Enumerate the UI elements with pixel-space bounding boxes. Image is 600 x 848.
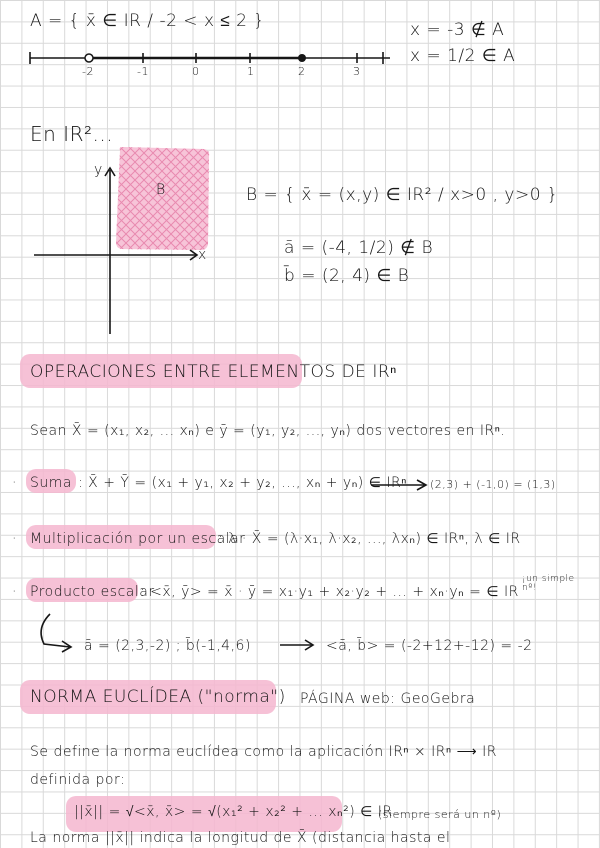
web-note: PÁGINA web: GeoGebra: [300, 691, 476, 707]
closed-endpoint: [298, 54, 306, 62]
region-b-label: B: [156, 182, 166, 198]
axis-x-label: x: [198, 247, 207, 263]
tick-label: 3: [353, 65, 361, 78]
operations-intro: Sean X̄ = (x₁, x₂, ... xₙ) e ȳ = (y₁, y₂, ..., yₙ) dos vectores en IRⁿ.: [30, 423, 506, 439]
example-vectors: ā = (2,3,-2) ; b̄(-1,4,6): [84, 638, 251, 654]
check-minus-3: x = -3 ∉ A: [410, 20, 505, 40]
suma-example: (2,3) + (-1,0) = (1,3): [430, 478, 556, 491]
mult-formula: : λ · X̄ = (λ·x₁, λ·x₂, ..., λxₙ) ∈ IRⁿ, λ ∈ IR: [218, 531, 521, 547]
set-b-definition: B = { x̄ = (x,y) ∈ IR² / x>0 , y>0 }: [246, 185, 559, 205]
example-result: <ā, b̄> = (-2+12+-12) = -2: [326, 638, 533, 654]
norma-defined-by: definida por:: [30, 772, 126, 788]
suma-formula: : X̄ + Ȳ = (x₁ + y₁, x₂ + y₂, ..., xₙ + yₙ) ∈ IRⁿ: [78, 475, 407, 491]
norma-formula-note: (siempre será un nº): [378, 808, 502, 821]
norma-definition: Se define la norma euclídea como la aplicación IRⁿ × IRⁿ ⟶ IR: [30, 744, 497, 760]
tick-label: -1: [137, 65, 149, 78]
vector-b: b̄ = (2, 4) ∈ B: [284, 266, 410, 286]
arrows: [41, 480, 426, 652]
mult-label: Multiplicación por un escalar: [30, 531, 246, 547]
vector-a: ā = (-4, 1/2) ∉ B: [284, 238, 434, 258]
bullet: ·: [12, 584, 17, 600]
set-a-definition: A = { x̄ ∈ IR / -2 < x ≤ 2 }: [30, 11, 265, 31]
r2-heading: En IR²...: [30, 122, 114, 146]
producto-label: Producto escalar: [30, 584, 155, 600]
norma-last-line: La norma ||x̄|| indica la longitud de X̄ (distancia hasta el: [30, 830, 451, 846]
producto-note: ¡un simple nº!: [522, 574, 575, 593]
bullet: ·: [12, 531, 17, 547]
operations-title: OPERACIONES ENTRE ELEMENTOS DE IRⁿ: [30, 362, 397, 382]
tick-label: 0: [192, 65, 200, 78]
tick-label: 1: [247, 65, 255, 78]
check-half: x = 1/2 ∈ A: [410, 46, 516, 66]
bullet: ·: [12, 475, 17, 491]
norma-formula: ||x̄|| = √<x̄, x̄> = √(x₁² + x₂² + ... xₙ²) ∈ IR: [74, 804, 393, 820]
producto-formula: : <x̄, ȳ> = x̄ · ȳ = x₁·y₁ + x₂·y₂ + ... + xₙ·yₙ = ∈ IR: [140, 584, 519, 600]
axis-y-label: y: [94, 162, 103, 178]
norma-title: NORMA EUCLÍDEA ("norma"): [30, 687, 286, 707]
number-line: [30, 52, 390, 64]
tick-label: 2: [298, 65, 306, 78]
open-endpoint: [85, 54, 93, 62]
suma-label: Suma: [30, 475, 72, 491]
tick-label: -2: [82, 65, 94, 78]
